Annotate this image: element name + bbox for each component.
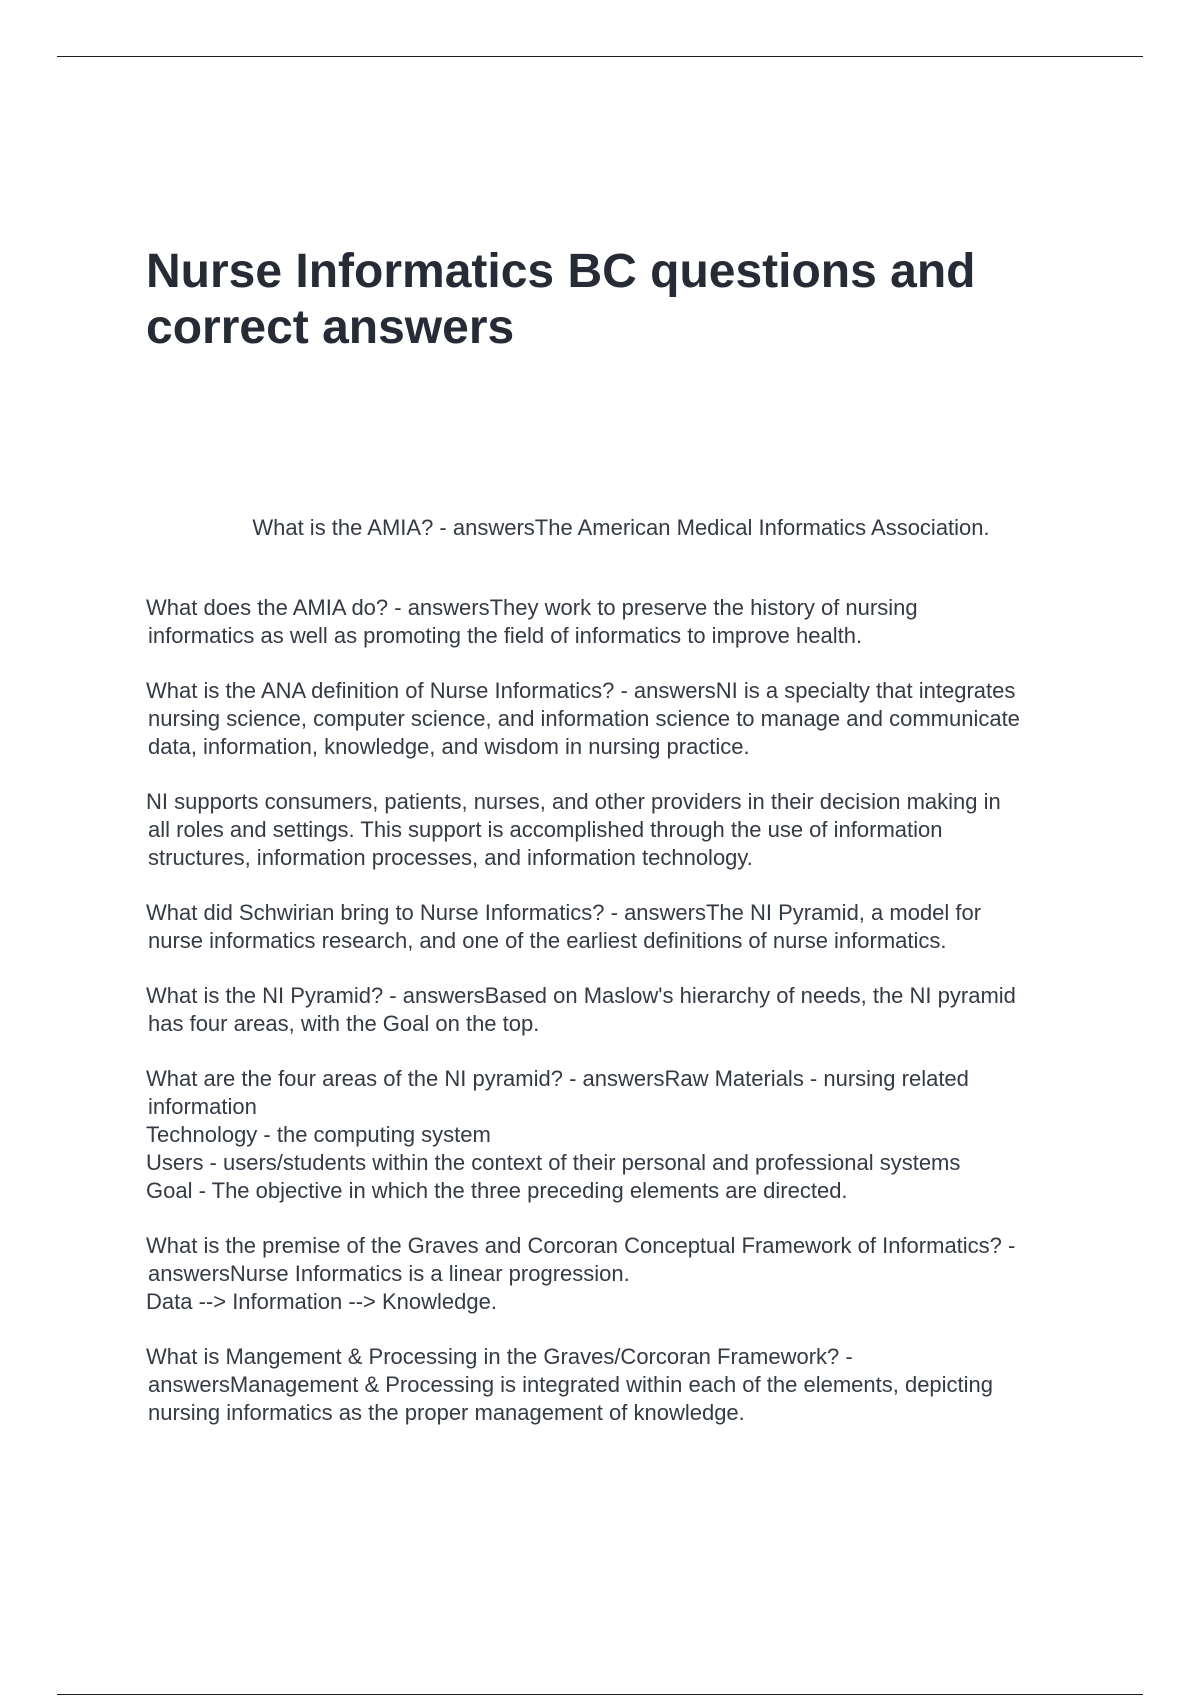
title-line-1: Nurse Informatics BC questions and <box>146 245 976 298</box>
qa-line: What is Mangement & Processing in the Graves/Corcoran Framework? - <box>146 1344 853 1369</box>
qa-line: nursing science, computer science, and information science to manage and communicate <box>148 706 1020 731</box>
qa-entry-management-processing <box>146 1343 1096 1427</box>
qa-line: What is the ANA definition of Nurse Informatics? - answersNI is a specialty that integrates <box>146 678 1016 703</box>
qa-line: Goal - The objective in which the three preceding elements are directed. <box>146 1178 848 1203</box>
qa-line: nurse informatics research, and one of the earliest definitions of nurse informatics. <box>148 928 947 953</box>
qa-entry-ni-supports <box>146 788 1096 872</box>
qa-line: answersNurse Informatics is a linear progression. <box>148 1261 630 1286</box>
qa-line: What are the four areas of the NI pyramid? - answersRaw Materials - nursing related <box>146 1066 969 1091</box>
qa-line: NI supports consumers, patients, nurses, and other providers in their decision making in <box>146 789 1001 814</box>
title-line-2: correct answers <box>146 301 515 354</box>
qa-entry-amia-do <box>146 594 1096 650</box>
qa-line: What is the AMIA? - answersThe American Medical Informatics Association. <box>252 515 990 540</box>
qa-line: data, information, knowledge, and wisdom in nursing practice. <box>148 734 750 759</box>
qa-line: nursing informatics as the proper management of knowledge. <box>148 1400 745 1425</box>
top-rule <box>57 56 1143 57</box>
qa-line: Users - users/students within the context of their personal and professional systems <box>146 1150 961 1175</box>
qa-line: What is the NI Pyramid? - answersBased on Maslow's hierarchy of needs, the NI pyramid <box>146 983 1016 1008</box>
qa-line: What does the AMIA do? - answersThey work to preserve the history of nursing <box>146 595 918 620</box>
qa-entry-ni-pyramid <box>146 982 1096 1038</box>
qa-entry-schwirian <box>146 899 1096 955</box>
qa-line: structures, information processes, and information technology. <box>148 845 753 870</box>
page-title <box>146 244 1046 356</box>
qa-list <box>146 514 1096 1454</box>
bottom-rule <box>57 1694 1143 1695</box>
qa-line: Data --> Information --> Knowledge. <box>146 1289 497 1314</box>
qa-line: Technology - the computing system <box>146 1122 491 1147</box>
qa-entry-ana-definition <box>146 677 1096 761</box>
qa-entry-amia <box>146 514 1096 542</box>
qa-entry-graves-corcoran-premise <box>146 1232 1096 1316</box>
qa-line: answersManagement & Processing is integrated within each of the elements, depicting <box>148 1372 994 1397</box>
qa-line: has four areas, with the Goal on the top. <box>148 1011 540 1036</box>
qa-entry-four-areas <box>146 1065 1096 1205</box>
qa-line: informatics as well as promoting the field of informatics to improve health. <box>148 623 863 648</box>
qa-line: What is the premise of the Graves and Corcoran Conceptual Framework of Informatics? - <box>146 1233 1016 1258</box>
qa-line: information <box>148 1094 257 1119</box>
qa-line: all roles and settings. This support is accomplished through the use of information <box>148 817 943 842</box>
qa-line: What did Schwirian bring to Nurse Informatics? - answersThe NI Pyramid, a model for <box>146 900 982 925</box>
